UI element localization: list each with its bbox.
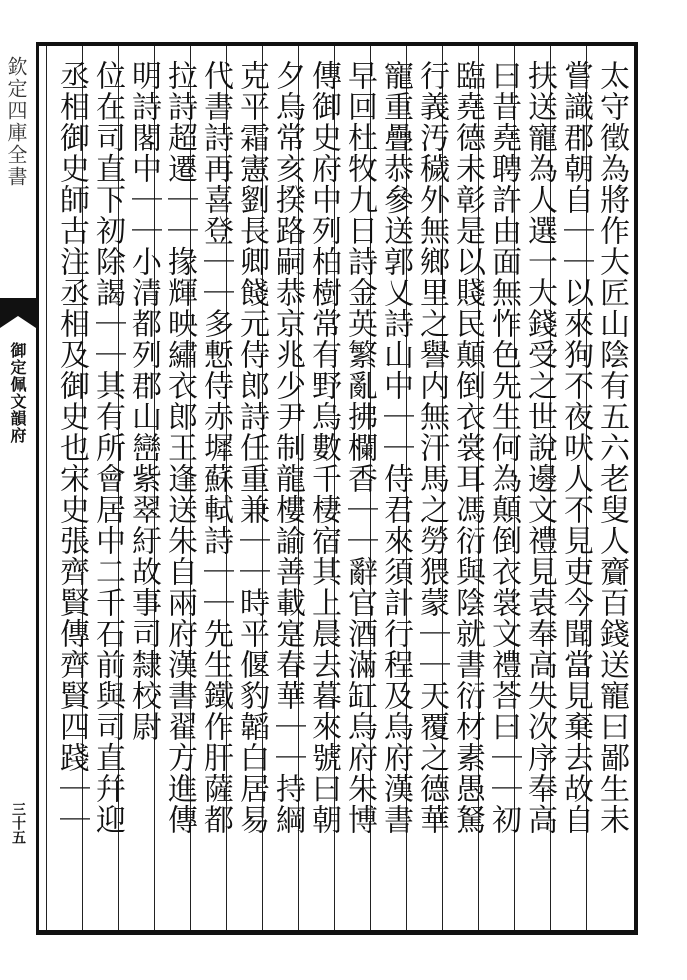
text-column: 早回杜牧九日詩金英繁亂拂欄香｜｜辭官酒滿缸烏府朱博 xyxy=(334,46,382,930)
text-column: 克平霜憲劉長卿餞元侍郎詩任重兼｜｜時平偃豹韜白居易 xyxy=(226,46,274,930)
page-number: 三十五 xyxy=(10,802,26,844)
text-column: 太守徵為將作大匠山陰有五六老叟人齎百錢送寵曰鄙生未 xyxy=(586,46,634,930)
text-column: 拉詩超遷｜｜掾輝映繡衣郎王逢送朱自兩府漢書翟方進傳 xyxy=(154,46,202,930)
fish-tail-mark-icon xyxy=(0,298,36,328)
text-column: 臨堯德未彰是以賤民顛倒衣裳耳馮衍與陰就書衍材素愚駑 xyxy=(442,46,490,930)
text-column: 夕烏常亥揆路嗣恭京兆少尹制龍樓諭善載寔春華｜｜持綱 xyxy=(262,46,310,930)
text-column: 扶送寵為人選一大錢受之世說邊文禮見袁奉高失次序奉高 xyxy=(514,46,562,930)
collection-title: 欽定四庫全書 xyxy=(4,56,28,188)
text-column: 傳御史府中列柏樹常有野烏數千棲宿其上晨去暮來號曰朝 xyxy=(298,46,346,930)
page-margin xyxy=(0,46,36,930)
text-column: 明詩閣中｜｜小清都列郡山巒紫翠紆故事司隸校尉 xyxy=(118,46,166,930)
text-column: 行義汚穢外無鄉里之譽内無汗馬之勞猥蒙｜｜天覆之德華 xyxy=(406,46,454,930)
book-title: 御定佩文韻府 xyxy=(8,342,27,444)
text-column: 嘗識郡朝自｜｜以來狗不夜吠人不見吏今聞當見棄去故自 xyxy=(550,46,598,930)
text-block xyxy=(54,46,634,930)
text-column: 曰昔堯聘許由面無怍色先生何為顛倒衣裳文禮荅曰｜｜初 xyxy=(478,46,526,930)
frame-left-rule xyxy=(36,42,39,935)
frame-bottom-rule xyxy=(36,930,636,935)
text-column: 丞相御史師古注丞相及御史也宋史張齊賢傳齊賢四踐｜｜ xyxy=(46,46,94,930)
text-column: 代書詩再喜登｜｜多慙侍赤墀蘇軾詩｜｜先生鐵作肝薩都 xyxy=(190,46,238,930)
text-column: 寵重疊恭參送郭乂詩山中｜｜侍君來須計行程及烏府漢書 xyxy=(370,46,418,930)
text-column: 位在司直下初除謁｜｜其有所會居中二千石前與司直幷迎 xyxy=(82,46,130,930)
